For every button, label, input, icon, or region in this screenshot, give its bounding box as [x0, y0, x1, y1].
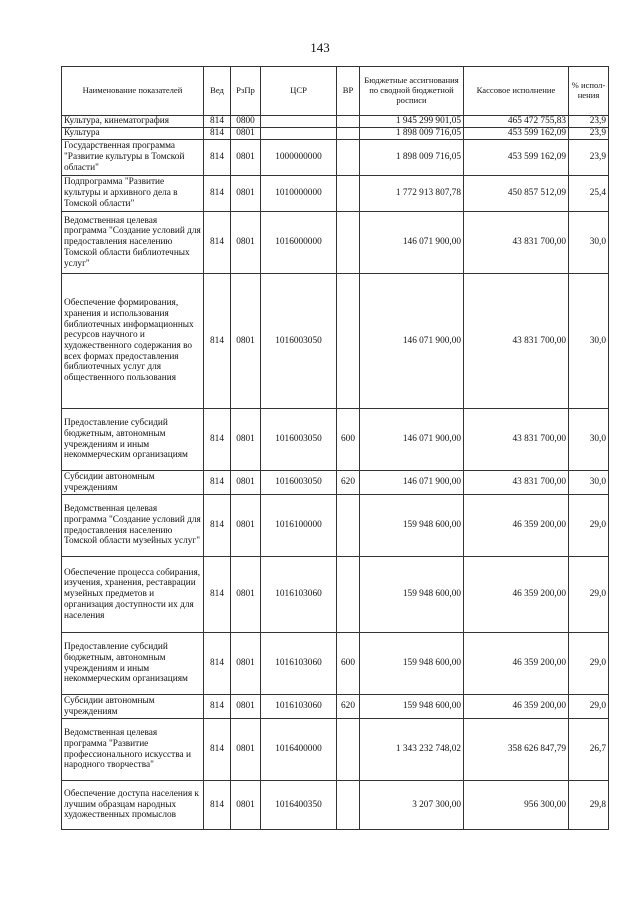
cell-rzpr: 0801 [231, 140, 261, 176]
cell-cash-execution: 453 599 162,09 [464, 128, 569, 140]
cell-vr: 600 [337, 633, 360, 695]
cell-rzpr: 0801 [231, 695, 261, 719]
cell-cash-execution: 46 359 200,00 [464, 695, 569, 719]
cell-vr [337, 140, 360, 176]
cell-indicator-name: Государственная программа "Развитие культуры в Томской области" [62, 140, 204, 176]
cell-rzpr: 0801 [231, 409, 261, 471]
cell-csr: 1016400000 [261, 719, 337, 781]
cell-ved: 814 [204, 695, 231, 719]
cell-vr [337, 116, 360, 128]
cell-rzpr: 0801 [231, 274, 261, 409]
header-rzpr: РзПр [231, 67, 261, 116]
cell-vr [337, 781, 360, 830]
cell-execution-percent: 23,9 [569, 128, 609, 140]
cell-budget-allocations: 146 071 900,00 [360, 212, 464, 274]
header-cash-execution: Кассовое исполнение [464, 67, 569, 116]
cell-budget-allocations: 159 948 600,00 [360, 495, 464, 557]
cell-execution-percent: 26,7 [569, 719, 609, 781]
cell-execution-percent: 23,9 [569, 140, 609, 176]
cell-ved: 814 [204, 116, 231, 128]
cell-budget-allocations: 1 898 009 716,05 [360, 140, 464, 176]
cell-budget-allocations: 159 948 600,00 [360, 633, 464, 695]
cell-csr: 1016100000 [261, 495, 337, 557]
cell-cash-execution: 46 359 200,00 [464, 557, 569, 633]
budget-execution-table [61, 66, 609, 830]
cell-execution-percent: 29,0 [569, 633, 609, 695]
table-row [62, 176, 609, 212]
cell-indicator-name: Ведомственная целевая программа "Создание условий для предоставления населению Томской области музейных услуг" [62, 495, 204, 557]
cell-execution-percent: 29,8 [569, 781, 609, 830]
header-ved: Вед [204, 67, 231, 116]
cell-budget-allocations: 3 207 300,00 [360, 781, 464, 830]
cell-vr [337, 176, 360, 212]
cell-cash-execution: 46 359 200,00 [464, 495, 569, 557]
cell-csr: 1016400350 [261, 781, 337, 830]
cell-indicator-name: Обеспечение формирования, хранения и использования библиотечных информационных ресурсов научного и художественного содержания во всех формах предоставления библиотечных услуг для общественного пользования [62, 274, 204, 409]
cell-csr: 1016003050 [261, 274, 337, 409]
cell-rzpr: 0801 [231, 176, 261, 212]
cell-cash-execution: 465 472 755,83 [464, 116, 569, 128]
cell-indicator-name: Культура, кинематография [62, 116, 204, 128]
cell-csr: 1010000000 [261, 176, 337, 212]
cell-cash-execution: 450 857 512,09 [464, 176, 569, 212]
cell-csr [261, 128, 337, 140]
cell-cash-execution: 43 831 700,00 [464, 212, 569, 274]
cell-budget-allocations: 146 071 900,00 [360, 471, 464, 495]
cell-csr: 1016103060 [261, 557, 337, 633]
cell-rzpr: 0801 [231, 719, 261, 781]
cell-execution-percent: 29,0 [569, 495, 609, 557]
cell-ved: 814 [204, 719, 231, 781]
cell-rzpr: 0801 [231, 212, 261, 274]
table-row [62, 128, 609, 140]
cell-vr: 620 [337, 695, 360, 719]
cell-budget-allocations: 1 772 913 807,78 [360, 176, 464, 212]
cell-budget-allocations: 1 343 232 748,02 [360, 719, 464, 781]
cell-csr: 1016103060 [261, 695, 337, 719]
cell-ved: 814 [204, 128, 231, 140]
header-indicator-name: Наименование показателей [62, 67, 204, 116]
table-row [62, 409, 609, 471]
cell-execution-percent: 30,0 [569, 409, 609, 471]
cell-budget-allocations: 159 948 600,00 [360, 695, 464, 719]
cell-budget-allocations: 146 071 900,00 [360, 409, 464, 471]
cell-indicator-name: Подпрограмма "Развитие культуры и архивного дела в Томской области" [62, 176, 204, 212]
cell-ved: 814 [204, 212, 231, 274]
table-row [62, 212, 609, 274]
cell-cash-execution: 358 626 847,79 [464, 719, 569, 781]
cell-execution-percent: 30,0 [569, 274, 609, 409]
table-row [62, 274, 609, 409]
cell-vr [337, 495, 360, 557]
cell-rzpr: 0801 [231, 557, 261, 633]
cell-indicator-name: Ведомственная целевая программа "Создание условий для предоставления населению Томской области библиотечных услуг" [62, 212, 204, 274]
cell-indicator-name: Обеспечение процесса собирания, изучения, хранения, реставрации музейных предметов и организация доступности их для населения [62, 557, 204, 633]
cell-indicator-name: Субсидии автономным учреждениям [62, 471, 204, 495]
cell-ved: 814 [204, 495, 231, 557]
cell-csr: 1000000000 [261, 140, 337, 176]
cell-cash-execution: 956 300,00 [464, 781, 569, 830]
cell-vr [337, 557, 360, 633]
cell-vr [337, 128, 360, 140]
cell-execution-percent: 30,0 [569, 212, 609, 274]
header-budget-allocations: Бюджетные ассигнования по сводной бюджетной росписи [360, 67, 464, 116]
table-row [62, 719, 609, 781]
table-row [62, 781, 609, 830]
cell-rzpr: 0801 [231, 781, 261, 830]
cell-rzpr: 0801 [231, 471, 261, 495]
header-execution-percent: % испол-нения [569, 67, 609, 116]
cell-execution-percent: 29,0 [569, 557, 609, 633]
cell-ved: 814 [204, 409, 231, 471]
table-row [62, 557, 609, 633]
cell-cash-execution: 46 359 200,00 [464, 633, 569, 695]
cell-vr [337, 719, 360, 781]
page-number: 143 [310, 40, 330, 55]
cell-ved: 814 [204, 781, 231, 830]
cell-indicator-name: Субсидии автономным учреждениям [62, 695, 204, 719]
cell-vr [337, 212, 360, 274]
cell-csr: 1016003050 [261, 471, 337, 495]
cell-indicator-name: Культура [62, 128, 204, 140]
cell-budget-allocations: 1 945 299 901,05 [360, 116, 464, 128]
cell-csr [261, 116, 337, 128]
cell-indicator-name: Предоставление субсидий бюджетным, автономным учреждениям и иным некоммерческим организациям [62, 633, 204, 695]
header-csr: ЦСР [261, 67, 337, 116]
table-row [62, 633, 609, 695]
cell-cash-execution: 453 599 162,09 [464, 140, 569, 176]
cell-execution-percent: 23,9 [569, 116, 609, 128]
cell-cash-execution: 43 831 700,00 [464, 471, 569, 495]
cell-ved: 814 [204, 140, 231, 176]
cell-vr [337, 274, 360, 409]
cell-execution-percent: 29,0 [569, 695, 609, 719]
table-row [62, 116, 609, 128]
cell-ved: 814 [204, 176, 231, 212]
table-row [62, 471, 609, 495]
cell-vr: 620 [337, 471, 360, 495]
table-header-row [62, 67, 609, 116]
cell-budget-allocations: 159 948 600,00 [360, 557, 464, 633]
cell-csr: 1016103060 [261, 633, 337, 695]
cell-indicator-name: Ведомственная целевая программа "Развитие профессионального искусства и народного творчества" [62, 719, 204, 781]
cell-ved: 814 [204, 633, 231, 695]
cell-cash-execution: 43 831 700,00 [464, 409, 569, 471]
cell-rzpr: 0801 [231, 495, 261, 557]
cell-cash-execution: 43 831 700,00 [464, 274, 569, 409]
cell-ved: 814 [204, 471, 231, 495]
cell-execution-percent: 25,4 [569, 176, 609, 212]
cell-csr: 1016000000 [261, 212, 337, 274]
header-vr: ВР [337, 67, 360, 116]
cell-vr: 600 [337, 409, 360, 471]
cell-ved: 814 [204, 274, 231, 409]
table-row [62, 140, 609, 176]
table-body [62, 116, 609, 830]
cell-csr: 1016003050 [261, 409, 337, 471]
cell-rzpr: 0801 [231, 128, 261, 140]
cell-rzpr: 0801 [231, 633, 261, 695]
table-row [62, 695, 609, 719]
cell-indicator-name: Обеспечение доступа населения к лучшим образцам народных художественных промыслов [62, 781, 204, 830]
cell-ved: 814 [204, 557, 231, 633]
table-row [62, 495, 609, 557]
cell-rzpr: 0800 [231, 116, 261, 128]
cell-budget-allocations: 1 898 009 716,05 [360, 128, 464, 140]
cell-execution-percent: 30,0 [569, 471, 609, 495]
cell-budget-allocations: 146 071 900,00 [360, 274, 464, 409]
cell-indicator-name: Предоставление субсидий бюджетным, автономным учреждениям и иным некоммерческим организациям [62, 409, 204, 471]
